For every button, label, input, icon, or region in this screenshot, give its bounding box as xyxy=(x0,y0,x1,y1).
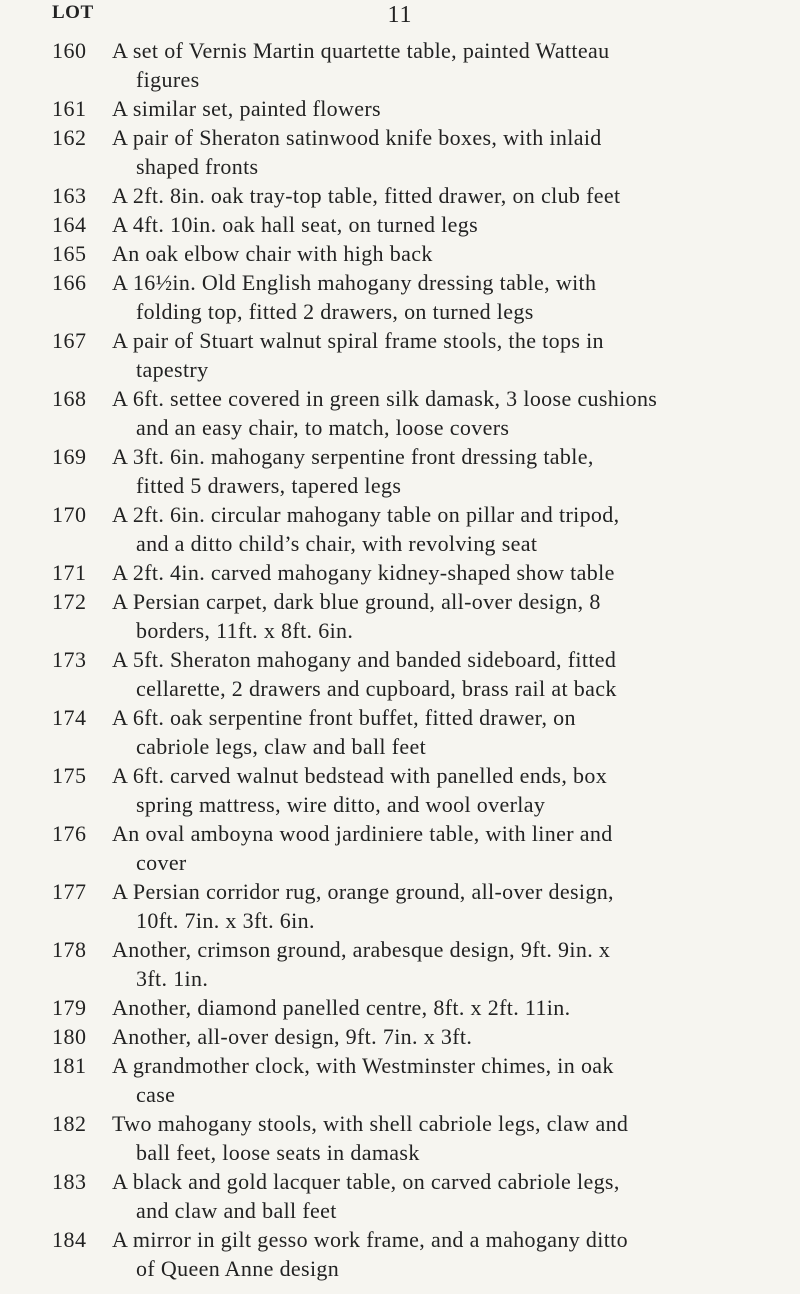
lot-description-line: An oval amboyna wood jardiniere table, with liner and xyxy=(112,821,613,846)
lot-description-line: A black and gold lacquer table, on carved cabriole legs, xyxy=(112,1169,620,1194)
lot-number: 162 xyxy=(52,125,87,150)
lot-description-line: A 2ft. 6in. circular mahogany table on pillar and tripod, xyxy=(112,502,620,527)
lot-entry xyxy=(0,935,800,993)
lot-description-line: folding top, fitted 2 drawers, on turned legs xyxy=(136,299,534,324)
lot-description-line: and claw and ball feet xyxy=(136,1198,337,1223)
lot-number: 169 xyxy=(52,444,87,469)
lot-description xyxy=(112,1109,780,1167)
lot-entry xyxy=(0,645,800,703)
lot-entry xyxy=(0,36,800,94)
lot-description-line: Two mahogany stools, with shell cabriole legs, claw and xyxy=(112,1111,629,1136)
lot-number: 183 xyxy=(52,1169,87,1194)
lot-number: 180 xyxy=(52,1024,87,1049)
lot-entry xyxy=(0,123,800,181)
lot-description-line: cover xyxy=(136,850,187,875)
lot-number: 166 xyxy=(52,270,87,295)
lot-number: 184 xyxy=(52,1227,87,1252)
lot-description xyxy=(112,877,780,935)
lot-number: 177 xyxy=(52,879,87,904)
lot-number: 164 xyxy=(52,212,87,237)
lot-description xyxy=(112,268,780,326)
lot-description-line: Another, diamond panelled centre, 8ft. x 2ft. 11in. xyxy=(112,995,571,1020)
lot-description-line: 3ft. 1in. xyxy=(136,966,209,991)
lot-description xyxy=(112,36,780,94)
lot-description-line: A 6ft. settee covered in green silk damask, 3 loose cushions xyxy=(112,386,658,411)
lot-description xyxy=(112,442,780,500)
lot-description xyxy=(112,1167,780,1225)
lot-entry xyxy=(0,877,800,935)
lot-description-line: Another, all-over design, 9ft. 7in. x 3ft. xyxy=(112,1024,473,1049)
lot-entry xyxy=(0,442,800,500)
lot-description-line: A mirror in gilt gesso work frame, and a mahogany ditto xyxy=(112,1227,628,1252)
lot-description xyxy=(112,645,780,703)
lot-entry xyxy=(0,1167,800,1225)
lot-entry xyxy=(0,993,800,1022)
lot-description xyxy=(112,1022,780,1051)
lot-description-line: fitted 5 drawers, tapered legs xyxy=(136,473,402,498)
lot-description-line: figures xyxy=(136,67,200,92)
lot-description-line: A 6ft. carved walnut bedstead with panelled ends, box xyxy=(112,763,608,788)
lot-description-line: An oak elbow chair with high back xyxy=(112,241,433,266)
lot-description xyxy=(112,384,780,442)
lot-entry xyxy=(0,326,800,384)
lot-number: 170 xyxy=(52,502,87,527)
lot-number: 168 xyxy=(52,386,87,411)
lot-entry xyxy=(0,761,800,819)
lot-list xyxy=(0,36,800,1283)
lot-number: 161 xyxy=(52,96,87,121)
lot-description xyxy=(112,1225,780,1283)
lot-description-line: A 2ft. 8in. oak tray-top table, fitted drawer, on club feet xyxy=(112,183,621,208)
lot-description-line: 10ft. 7in. x 3ft. 6in. xyxy=(136,908,315,933)
lot-description-line: of Queen Anne design xyxy=(136,1256,340,1281)
lot-entry xyxy=(0,94,800,123)
lot-description-line: A 5ft. Sheraton mahogany and banded sideboard, fitted xyxy=(112,647,617,672)
lot-description-line: A similar set, painted flowers xyxy=(112,96,381,121)
lot-number: 175 xyxy=(52,763,87,788)
lot-number: 178 xyxy=(52,937,87,962)
lot-description-line: A set of Vernis Martin quartette table, painted Watteau xyxy=(112,38,610,63)
lot-number: 160 xyxy=(52,38,87,63)
lot-description-line: case xyxy=(136,1082,176,1107)
lot-number: 172 xyxy=(52,589,87,614)
lot-number: 176 xyxy=(52,821,87,846)
lot-description-line: A Persian carpet, dark blue ground, all-over design, 8 xyxy=(112,589,601,614)
lot-number: 167 xyxy=(52,328,87,353)
lot-description xyxy=(112,935,780,993)
lot-description xyxy=(112,761,780,819)
lot-description-line: A pair of Sheraton satinwood knife boxes, with inlaid xyxy=(112,125,602,150)
lot-entry xyxy=(0,239,800,268)
lot-description xyxy=(112,326,780,384)
lot-description-line: tapestry xyxy=(136,357,209,382)
lot-description xyxy=(112,819,780,877)
lot-number: 163 xyxy=(52,183,87,208)
lot-description xyxy=(112,1051,780,1109)
lot-description-line: cellarette, 2 drawers and cupboard, brass rail at back xyxy=(136,676,617,701)
lot-description-line: A 16½in. Old English mahogany dressing table, with xyxy=(112,270,597,295)
lot-entry xyxy=(0,819,800,877)
lot-number: 171 xyxy=(52,560,87,585)
lot-description xyxy=(112,123,780,181)
lot-entry xyxy=(0,1109,800,1167)
lot-entry xyxy=(0,384,800,442)
lot-entry xyxy=(0,268,800,326)
lot-entry xyxy=(0,500,800,558)
lot-number: 182 xyxy=(52,1111,87,1136)
lot-number: 181 xyxy=(52,1053,87,1078)
lot-description-line: cabriole legs, claw and ball feet xyxy=(136,734,427,759)
lot-description xyxy=(112,94,780,123)
lot-description-line: ball feet, loose seats in damask xyxy=(136,1140,420,1165)
lot-description-line: borders, 11ft. x 8ft. 6in. xyxy=(136,618,354,643)
lot-entry xyxy=(0,1051,800,1109)
lot-description xyxy=(112,239,780,268)
lot-entry xyxy=(0,1022,800,1051)
lot-description-line: A 4ft. 10in. oak hall seat, on turned legs xyxy=(112,212,479,237)
lot-entry xyxy=(0,1225,800,1283)
lot-description-line: A grandmother clock, with Westminster chimes, in oak xyxy=(112,1053,614,1078)
lot-number: 179 xyxy=(52,995,87,1020)
lot-number: 174 xyxy=(52,705,87,730)
lot-description xyxy=(112,993,780,1022)
lot-description-line: spring mattress, wire ditto, and wool overlay xyxy=(136,792,546,817)
lot-description-line: and a ditto child’s chair, with revolving seat xyxy=(136,531,538,556)
lot-description xyxy=(112,703,780,761)
lot-description-line: Another, crimson ground, arabesque design, 9ft. 9in. x xyxy=(112,937,611,962)
lot-description-line: A Persian corridor rug, orange ground, all-over design, xyxy=(112,879,614,904)
lot-number: 165 xyxy=(52,241,87,266)
lot-number: 173 xyxy=(52,647,87,672)
lot-entry xyxy=(0,587,800,645)
lot-entry xyxy=(0,558,800,587)
lot-description-line: A pair of Stuart walnut spiral frame stools, the tops in xyxy=(112,328,604,353)
lot-description xyxy=(112,500,780,558)
lot-entry xyxy=(0,703,800,761)
lot-description xyxy=(112,181,780,210)
lot-description xyxy=(112,558,780,587)
lot-description-line: A 6ft. oak serpentine front buffet, fitted drawer, on xyxy=(112,705,576,730)
lot-column-header: LOT xyxy=(52,2,94,23)
lot-entry xyxy=(0,210,800,239)
page-number: 11 xyxy=(387,2,413,28)
lot-description-line: and an easy chair, to match, loose covers xyxy=(136,415,510,440)
lot-entry xyxy=(0,181,800,210)
lot-description xyxy=(112,587,780,645)
lot-description-line: A 3ft. 6in. mahogany serpentine front dressing table, xyxy=(112,444,594,469)
lot-description-line: A 2ft. 4in. carved mahogany kidney-shaped show table xyxy=(112,560,615,585)
lot-description-line: shaped fronts xyxy=(136,154,259,179)
lot-description xyxy=(112,210,780,239)
